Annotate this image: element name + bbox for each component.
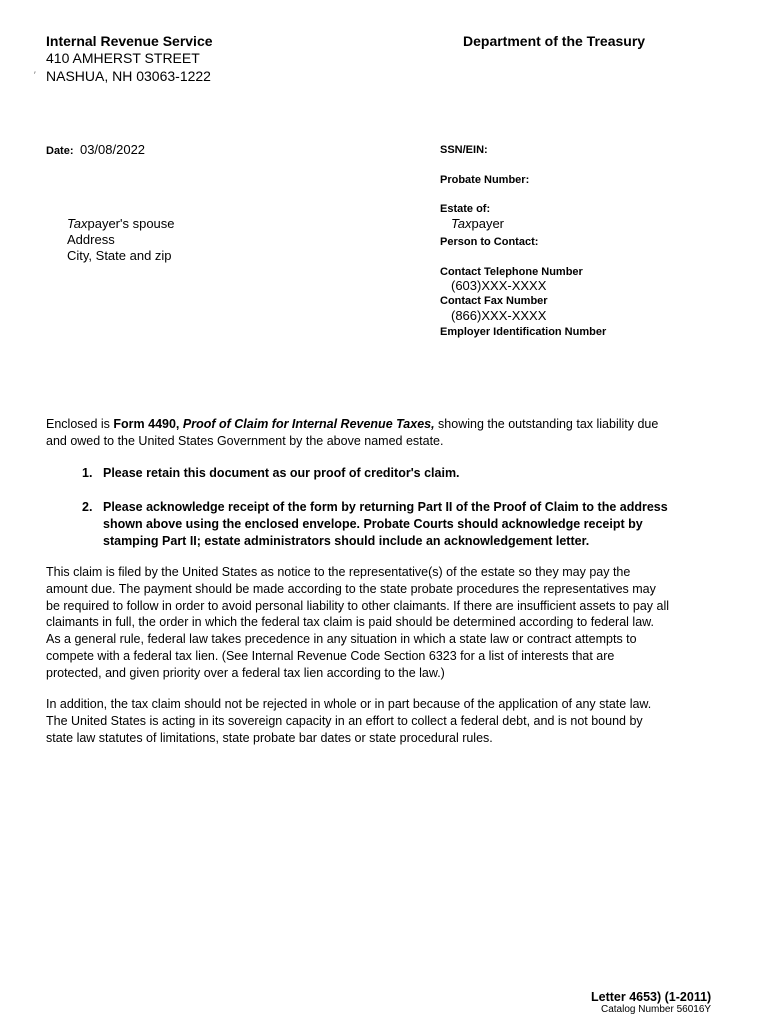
contact-phone-value: (603)XXX-XXXX (451, 278, 547, 293)
ein-label: Employer Identification Number (440, 326, 607, 338)
catalog-number: Catalog Number 56016Y (601, 1004, 712, 1015)
list-item-2-number: 2. (82, 500, 93, 514)
letter-number: Letter 4653) (1-2011) (591, 990, 712, 1004)
list-item-2-line: stamping Part II; estate administrators should include an acknowledgement letter. (103, 534, 590, 548)
estate-name (451, 216, 504, 232)
intro-pre: Enclosed is (46, 417, 114, 431)
intro-line-2: and owed to the United States Government by the above named estate. (46, 433, 444, 448)
list-item-1-number: 1. (82, 466, 93, 480)
paragraph-line: claimants in full, the order in which the federal tax claim is paid should be determined according to federal law. (46, 615, 654, 630)
agency-street: 410 AMHERST STREET (46, 50, 200, 66)
contact-fax-value: (866)XXX-XXXX (451, 308, 547, 323)
paragraph-line: The United States is acting in its sovereign capacity in an effort to collect a federal debt, and is not bound by (46, 713, 643, 728)
paragraph-line: This claim is filed by the United States as notice to the representative(s) of the estate so they may pay the (46, 565, 631, 579)
contact-fax-label: Contact Fax Number (440, 295, 548, 307)
intro-form-number: Form 4490, (113, 417, 183, 431)
paragraph-line: state law statutes of limitations, state probate bar dates or state procedural rules. (46, 730, 493, 745)
paragraph-line: In addition, the tax claim should not be rejected in whole or in part because of the application of any state law. (46, 697, 652, 711)
estate-of-label: Estate of: (440, 203, 491, 215)
paragraph-line: compete with a federal tax lien. (See Internal Revenue Code Section 6323 for a list of interests that are (46, 648, 615, 663)
intro-paragraph (46, 416, 736, 450)
date-label: Date: (46, 145, 74, 157)
intro-line-1 (46, 416, 736, 433)
claim-paragraph (46, 564, 736, 682)
paragraph-line: amount due. The payment should be made according to the state probate procedures the representatives may (46, 581, 656, 596)
estate-name-rest: payer (471, 216, 505, 231)
estate-name-prefix: Tax (451, 216, 472, 231)
state-law-paragraph (46, 696, 736, 746)
paragraph-line: protected, and given priority over a federal tax lien according to the law.) (46, 665, 445, 680)
probate-number-label: Probate Number: (440, 174, 530, 186)
date-value: 03/08/2022 (79, 142, 146, 157)
recipient-city: City, State and zip (67, 248, 172, 263)
paragraph-line: As a general rule, federal law takes precedence in any situation in which a state law or contract attempts to (46, 632, 637, 647)
date-line (46, 141, 145, 159)
recipient-name-rest: payer's spouse (87, 216, 175, 231)
list-item-2-line: shown above using the enclosed envelope. Probate Courts should acknowledge receipt by (103, 517, 643, 531)
contact-phone-label: Contact Telephone Number (440, 266, 583, 278)
recipient-address: Address (67, 232, 115, 247)
list-item-1-text (103, 465, 460, 482)
intro-post: showing the outstanding tax liability due (434, 417, 659, 431)
list-item-2-line: Please acknowledge receipt of the form by returning Part II of the Proof of Claim to the address (103, 500, 668, 514)
person-to-contact-label: Person to Contact: (440, 236, 539, 248)
recipient-name (67, 216, 175, 232)
scan-mark: ′ (34, 70, 36, 80)
list-item-2-text (103, 499, 668, 550)
paragraph-line: be required to follow in order to avoid personal liability to other claimants. If there are insufficient assets to pay all (46, 598, 670, 613)
department-name: Department of the Treasury (463, 33, 646, 49)
recipient-name-prefix: Tax (67, 216, 88, 231)
list-item-1-line: Please retain this document as our proof of creditor's claim. (103, 466, 460, 480)
intro-form-title: Proof of Claim for Internal Revenue Taxes, (182, 417, 435, 431)
ssn-ein-label: SSN/EIN: (440, 144, 488, 156)
agency-city: NASHUA, NH 03063-1222 (46, 68, 211, 84)
agency-name: Internal Revenue Service (46, 33, 213, 49)
